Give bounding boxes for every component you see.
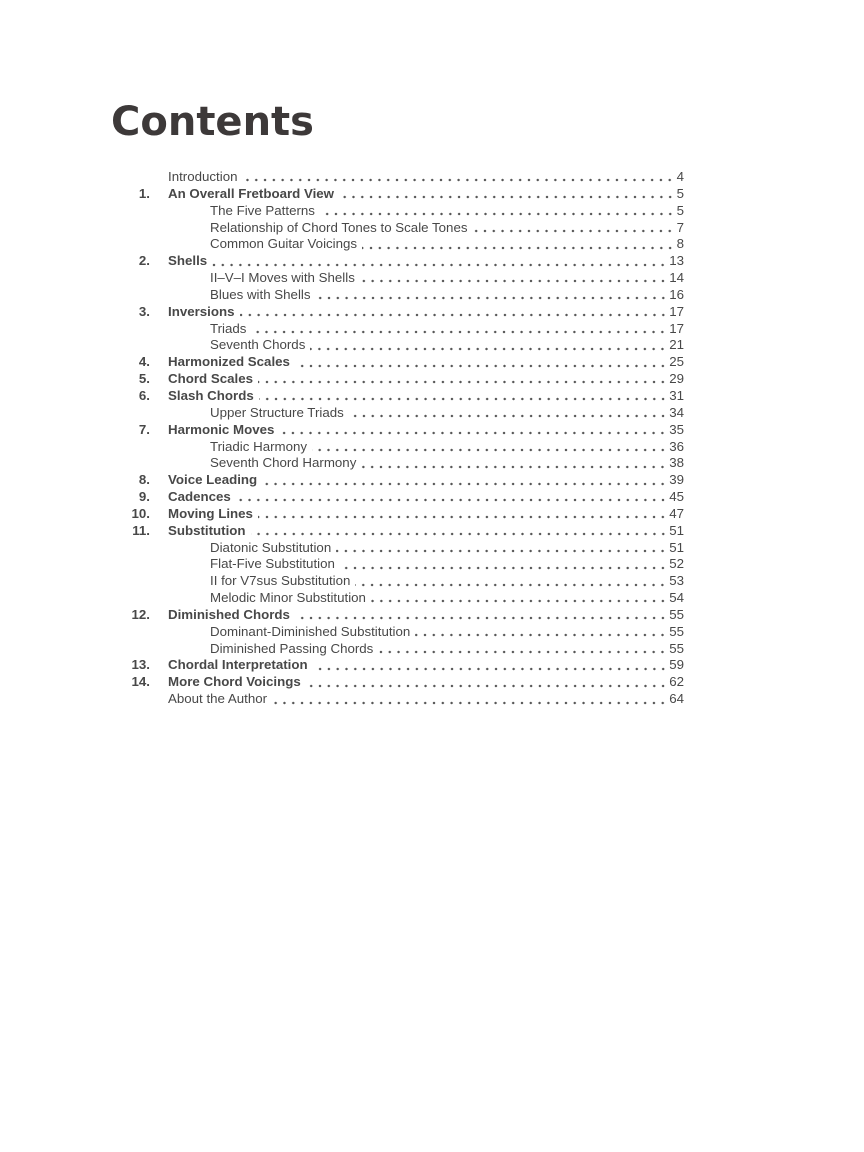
- page-title: Contents: [111, 99, 314, 145]
- toc-row: [110, 540, 684, 557]
- dot-leader: [310, 339, 668, 354]
- dot-leader: [340, 558, 668, 573]
- page-number: 16: [669, 286, 684, 302]
- entry-label: Melodic Minor Substitution: [210, 590, 366, 606]
- page-number: 51: [669, 539, 684, 555]
- chapter-number: 13.: [131, 657, 150, 673]
- toc-row: [110, 624, 684, 641]
- chapter-number: 8.: [138, 472, 150, 488]
- page-number: 53: [669, 573, 684, 589]
- entry-label: Diminished Passing Chords: [210, 640, 374, 656]
- entry-label: Moving Lines: [168, 505, 253, 521]
- toc-row: [110, 523, 684, 540]
- dot-leader: [355, 575, 668, 590]
- entry-label: Cadences: [168, 489, 231, 505]
- page-number: 25: [669, 354, 684, 370]
- entry-label: Inversions: [168, 303, 235, 319]
- entry-label: An Overall Fretboard View: [168, 185, 335, 201]
- page-number: 31: [669, 387, 684, 403]
- entry-label: Harmonic Moves: [168, 421, 275, 437]
- chapter-number: 12.: [131, 606, 150, 622]
- entry-label: Relationship of Chord Tones to Scale Tones: [210, 219, 468, 235]
- entry-label: Dominant-Diminished Substitution: [210, 623, 411, 639]
- toc-row: [110, 186, 684, 203]
- dot-leader: [415, 626, 668, 641]
- toc-row: [110, 455, 684, 472]
- dot-leader: [259, 390, 668, 405]
- dot-leader: [320, 205, 676, 220]
- toc-row: [110, 674, 684, 691]
- dot-leader: [242, 171, 675, 186]
- dot-leader: [212, 255, 668, 270]
- entry-label: Blues with Shells: [210, 286, 311, 302]
- dot-leader: [361, 457, 668, 472]
- entry-label: Flat-Five Substitution: [210, 556, 335, 572]
- page-number: 14: [669, 270, 684, 286]
- page-number: 34: [669, 404, 684, 420]
- entry-label: Diminished Chords: [168, 606, 290, 622]
- toc-row: [110, 691, 684, 708]
- page-number: 36: [669, 438, 684, 454]
- entry-label: Substitution: [168, 522, 246, 538]
- dot-leader: [371, 592, 668, 607]
- entry-label: About the Author: [168, 691, 268, 707]
- entry-label: Common Guitar Voicings: [210, 236, 358, 252]
- toc-row: [110, 489, 684, 506]
- toc-row: [110, 556, 684, 573]
- toc-row: [110, 337, 684, 354]
- toc-row: [110, 321, 684, 338]
- chapter-number: 6.: [138, 387, 150, 403]
- toc-row: [110, 354, 684, 371]
- chapter-number: 9.: [138, 489, 150, 505]
- entry-label: II for V7sus Substitution: [210, 573, 351, 589]
- page-number: 21: [669, 337, 684, 353]
- chapter-number: 1.: [138, 185, 150, 201]
- toc-row: [110, 641, 684, 658]
- dot-leader: [272, 693, 668, 708]
- toc-row: [110, 270, 684, 287]
- page-number: 4: [676, 169, 684, 184]
- toc-row: [110, 253, 684, 270]
- toc-row: [110, 287, 684, 304]
- page-number: 39: [669, 472, 684, 488]
- chapter-number: 11.: [132, 522, 150, 538]
- page-number: 17: [669, 303, 684, 319]
- entry-label: More Chord Voicings: [168, 674, 301, 690]
- dot-leader: [312, 440, 668, 455]
- chapter-number: 2.: [138, 253, 150, 269]
- dot-leader: [258, 508, 668, 523]
- page-number: 8: [676, 236, 684, 252]
- page-number: 45: [669, 489, 684, 505]
- page-number: 59: [669, 657, 684, 673]
- page-number: 35: [669, 421, 684, 437]
- entry-label: Upper Structure Triads: [210, 404, 344, 420]
- page-number: 64: [669, 691, 684, 707]
- entry-label: Voice Leading: [168, 472, 258, 488]
- toc-row: [110, 388, 684, 405]
- chapter-number: 3.: [138, 303, 150, 319]
- chapter-number: 4.: [138, 354, 150, 370]
- dot-leader: [472, 221, 675, 236]
- toc-row: [110, 405, 684, 422]
- chapter-number: 14.: [131, 674, 150, 690]
- toc-row: [110, 236, 684, 253]
- toc-row: [110, 472, 684, 489]
- page-number: 55: [669, 640, 684, 656]
- dot-leader: [262, 474, 668, 489]
- dot-leader: [251, 322, 668, 337]
- page-number: 38: [669, 455, 684, 471]
- entry-label: Triads: [210, 320, 247, 336]
- dot-leader: [295, 356, 668, 371]
- page-number: 5: [676, 185, 684, 201]
- entry-label: Introduction: [168, 169, 238, 184]
- dot-leader: [258, 373, 668, 388]
- dot-leader: [240, 306, 669, 321]
- toc-row: [110, 220, 684, 237]
- toc-row: [110, 439, 684, 456]
- dot-leader: [295, 609, 668, 624]
- dot-leader: [360, 272, 668, 287]
- dot-leader: [349, 407, 668, 422]
- entry-label: Chordal Interpretation: [168, 657, 308, 673]
- toc-row: [110, 203, 684, 220]
- dot-leader: [313, 659, 669, 674]
- entry-label: Seventh Chords: [210, 337, 306, 353]
- toc-row: [110, 304, 684, 321]
- page-number: 52: [669, 556, 684, 572]
- chapter-number: 7.: [138, 421, 150, 437]
- page-number: 51: [669, 522, 684, 538]
- entry-label: II–V–I Moves with Shells: [210, 270, 355, 286]
- chapter-number: 10.: [131, 505, 150, 521]
- dot-leader: [306, 676, 668, 691]
- toc-row: [110, 573, 684, 590]
- page-number: 47: [669, 505, 684, 521]
- dot-leader: [378, 642, 668, 657]
- dot-leader: [336, 541, 668, 556]
- toc-row: [110, 657, 684, 674]
- entry-label: Harmonized Scales: [168, 354, 290, 370]
- toc-row: [110, 422, 684, 439]
- entry-label: Shells: [168, 253, 208, 269]
- dot-leader: [279, 424, 668, 439]
- toc-row: [110, 371, 684, 388]
- table-of-contents: [110, 169, 684, 708]
- entry-label: Chord Scales: [168, 371, 253, 387]
- page-number: 5: [676, 202, 684, 218]
- toc-row: [110, 169, 684, 186]
- toc-row: [110, 607, 684, 624]
- page-number: 13: [669, 253, 684, 269]
- dot-leader: [316, 289, 669, 304]
- entry-label: Seventh Chord Harmony: [210, 455, 357, 471]
- page-number: 17: [669, 320, 684, 336]
- page-number: 55: [669, 606, 684, 622]
- toc-row: [110, 590, 684, 607]
- page-number: 54: [669, 590, 684, 606]
- dot-leader: [339, 188, 676, 203]
- page-number: 29: [669, 371, 684, 387]
- entry-label: Slash Chords: [168, 387, 254, 403]
- entry-label: Diatonic Substitution: [210, 539, 332, 555]
- page-number: 55: [669, 623, 684, 639]
- page-number: 7: [676, 219, 684, 235]
- dot-leader: [236, 491, 668, 506]
- toc-row: [110, 506, 684, 523]
- dot-leader: [362, 238, 676, 253]
- page-number: 62: [669, 674, 684, 690]
- entry-label: The Five Patterns: [210, 202, 315, 218]
- chapter-number: 5.: [138, 371, 150, 387]
- dot-leader: [251, 525, 669, 540]
- entry-label: Triadic Harmony: [210, 438, 308, 454]
